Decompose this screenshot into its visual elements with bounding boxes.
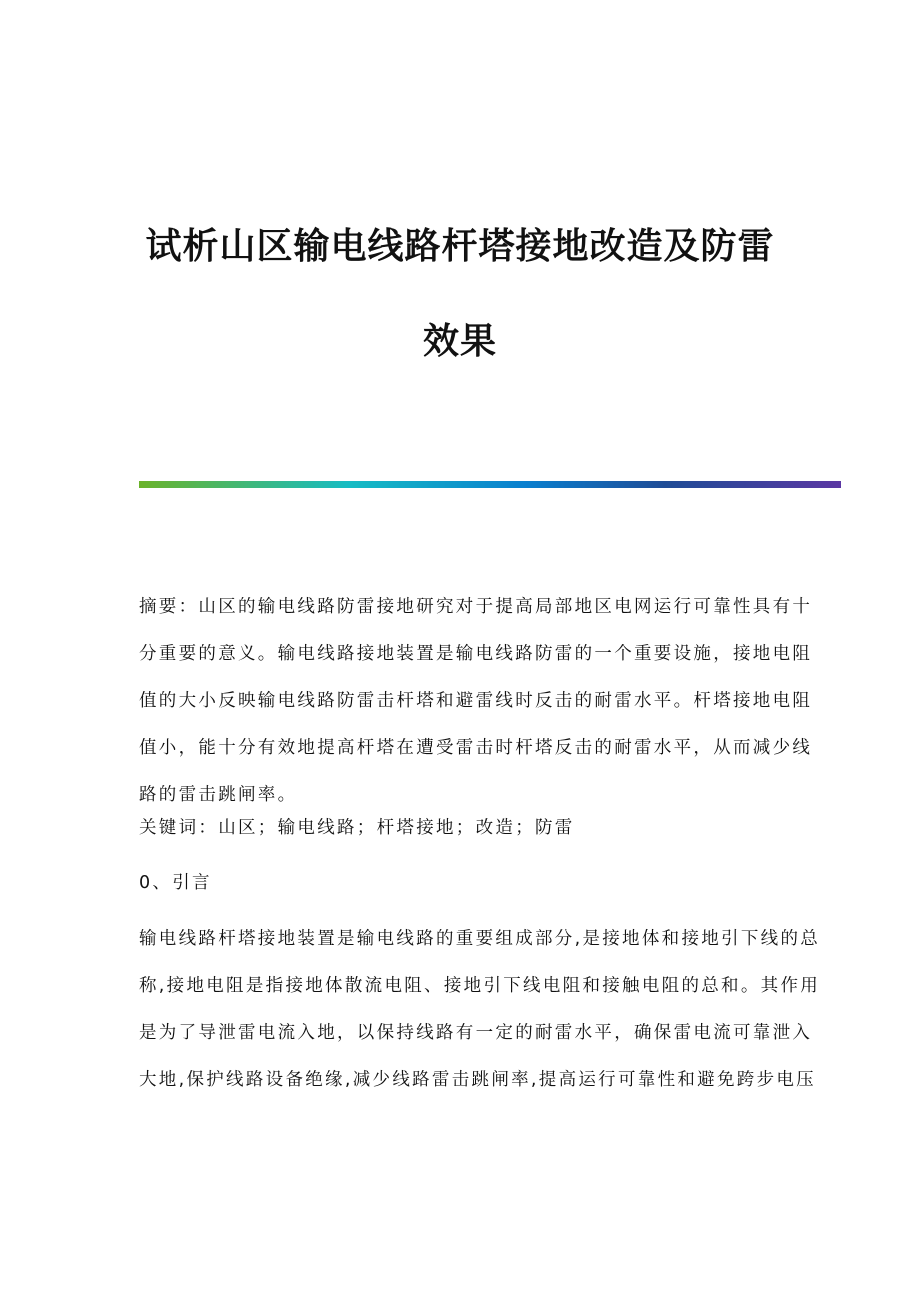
section-heading-introduction: 0、引言 — [139, 873, 212, 893]
abstract-line: 分重要的意义。输电线路接地装置是输电线路防雷的一个重要设施，接地电阻 — [139, 644, 813, 664]
keywords: 关键词：山区；输电线路；杆塔接地；改造；防雷 — [139, 818, 575, 838]
intro-line: 是为了导泄雷电流入地，以保持线路有一定的耐雷水平，确保雷电流可靠泄入 — [139, 1023, 813, 1043]
abstract-line: 路的雷击跳闸率。 — [139, 785, 298, 805]
gradient-divider — [139, 481, 841, 488]
document-title-line-2: 效果 — [422, 321, 497, 362]
abstract-line: 值小，能十分有效地提高杆塔在遭受雷击时杆塔反击的耐雷水平，从而减少线 — [139, 738, 813, 758]
intro-line: 大地,保护线路设备绝缘,减少线路雷击跳闸率,提高运行可靠性和避免跨步电压 — [139, 1070, 816, 1090]
document-title-line-1: 试析山区输电线路杆塔接地改造及防雷 — [145, 226, 775, 267]
intro-line: 称,接地电阻是指接地体散流电阻、接地引下线电阻和接触电阻的总和。其作用 — [139, 976, 821, 996]
abstract-line: 摘要：山区的输电线路防雷接地研究对于提高局部地区电网运行可靠性具有十 — [139, 597, 813, 617]
abstract-line: 值的大小反映输电线路防雷击杆塔和避雷线时反击的耐雷水平。杆塔接地电阻 — [139, 691, 813, 711]
intro-line: 输电线路杆塔接地装置是输电线路的重要组成部分,是接地体和接地引下线的总 — [139, 929, 821, 949]
